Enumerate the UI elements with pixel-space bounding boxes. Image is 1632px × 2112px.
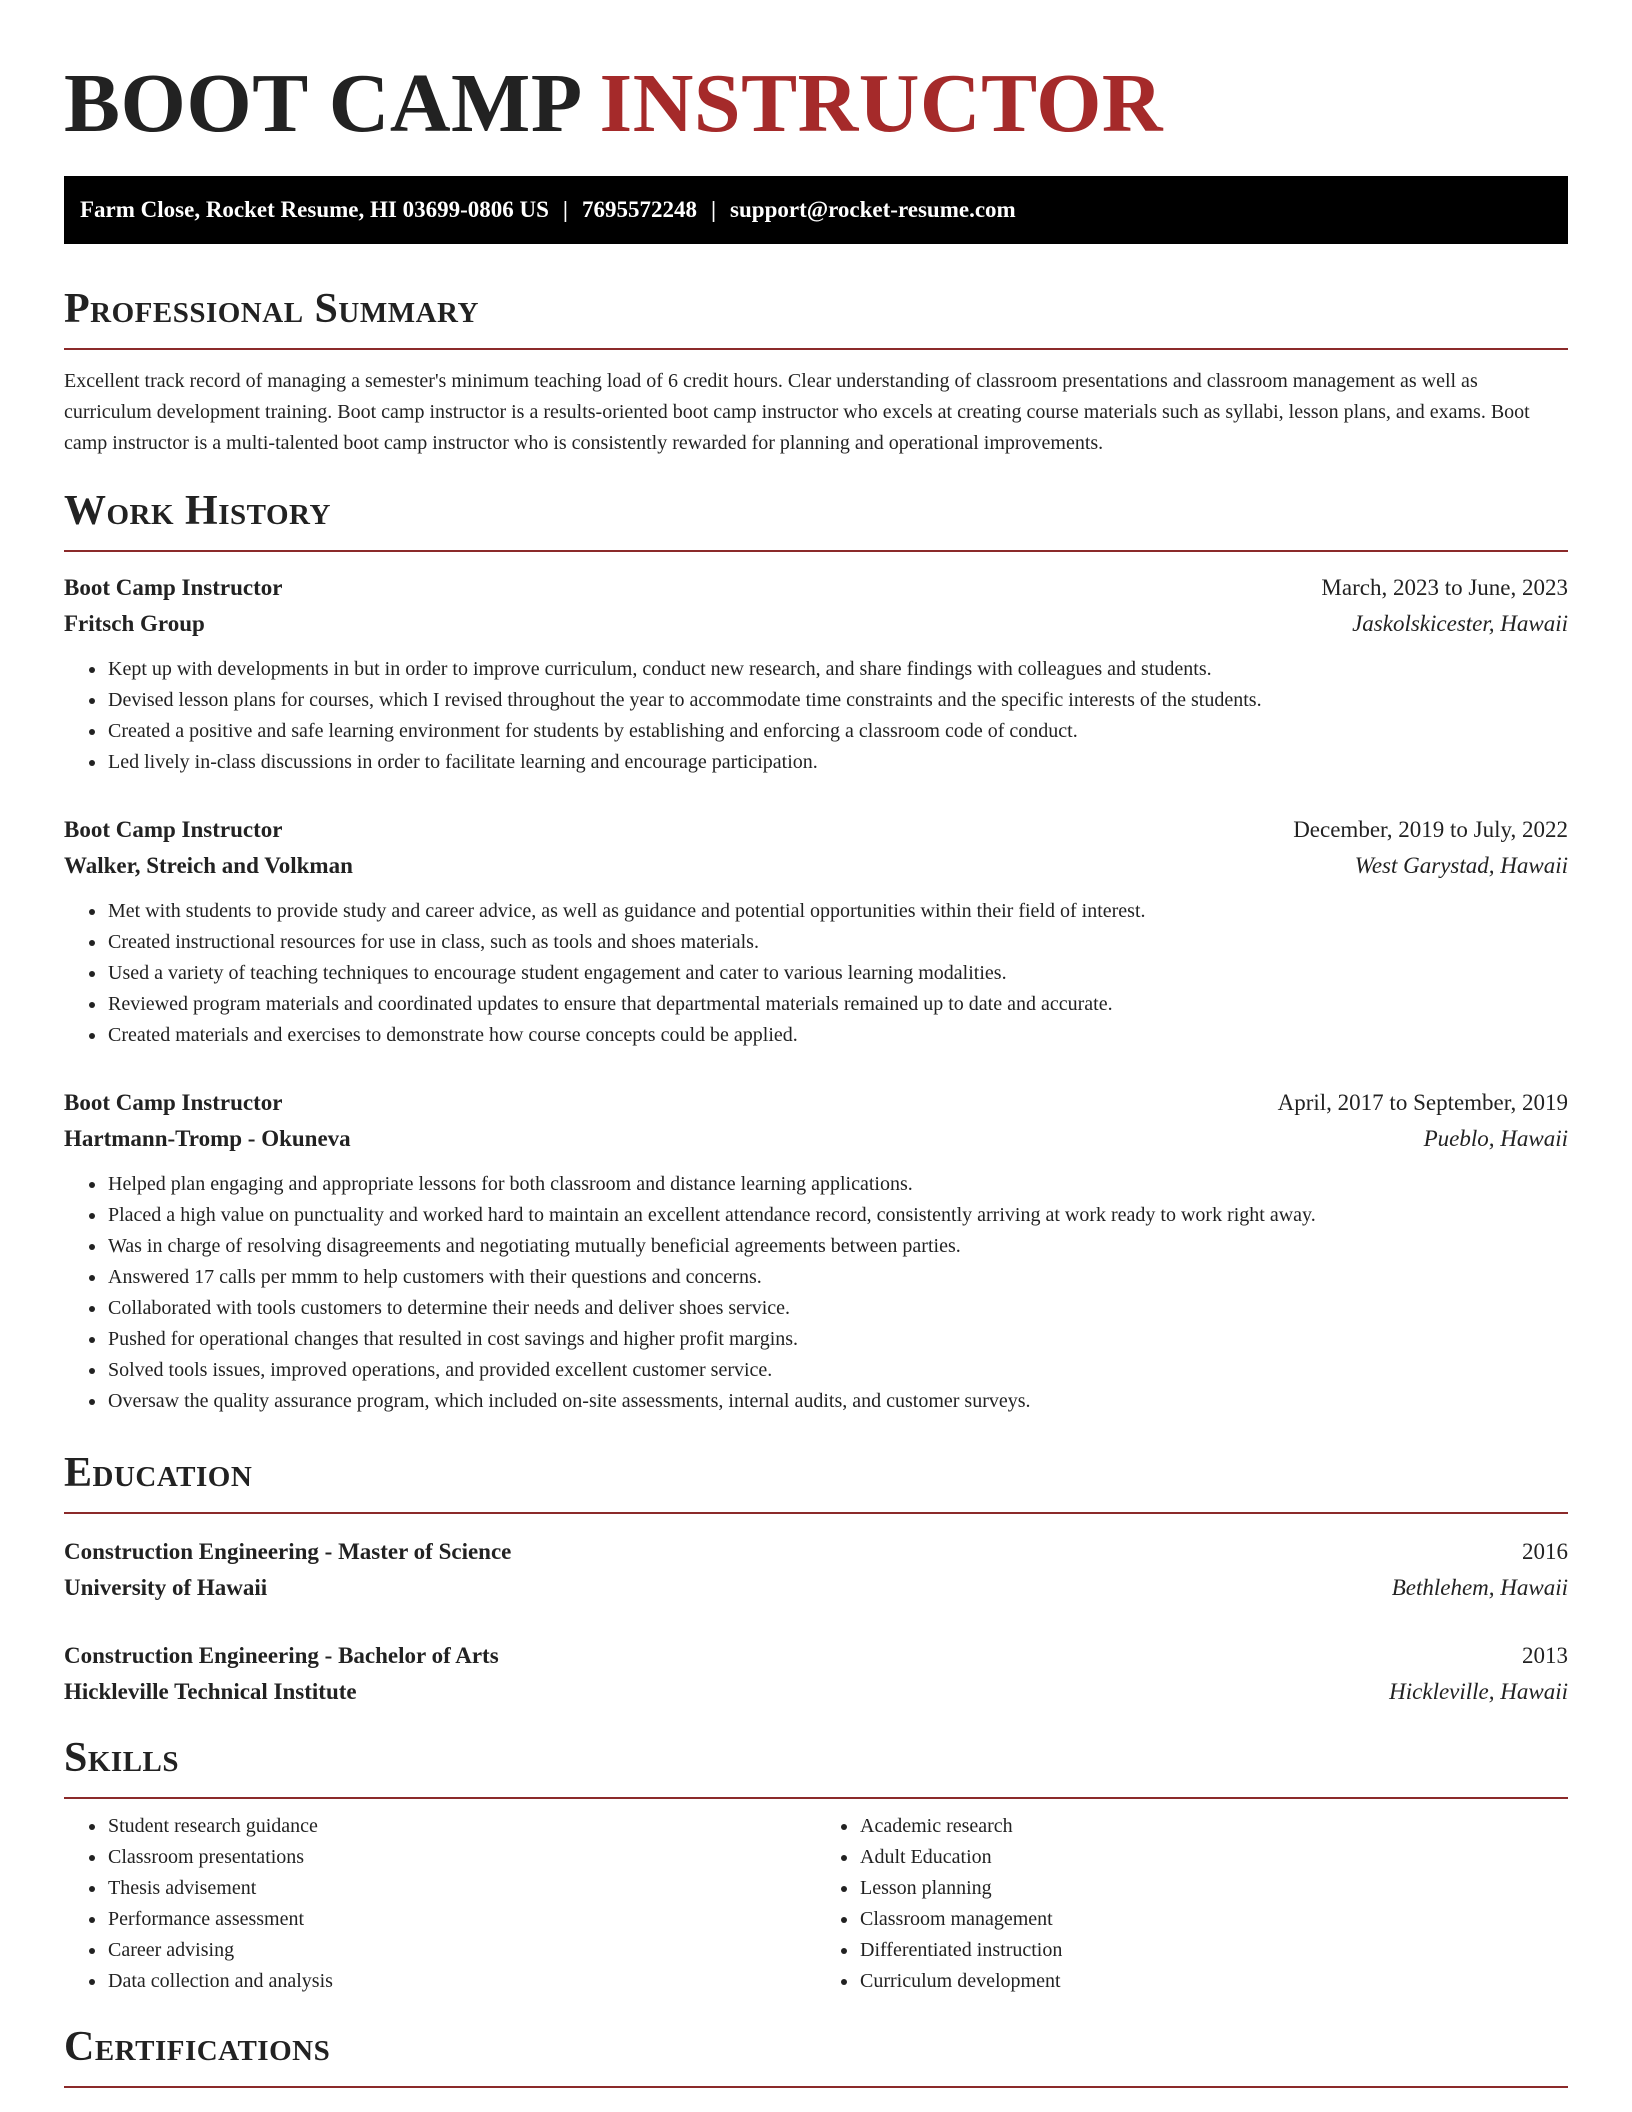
section-title-education: Education [64,1450,253,1496]
section-divider [64,550,1568,552]
list-item: • Solved tools issues, improved operations, and provided excellent customer service. [107,1355,1568,1386]
section-divider [64,348,1568,350]
list-item: • Lesson planning [859,1873,1568,1904]
job-entry [64,1085,1568,1417]
list-item: • Created a positive and safe learning environment for students by establishing and enforcing a classroom code of conduct. [107,716,1568,747]
job-company: Walker, Streich and Volkman [64,853,353,878]
section-title-certifications: Certifications [64,2024,331,2070]
work-history-section [64,486,1568,552]
list-item: • Data collection and analysis [107,1966,816,1997]
list-item: • Classroom management [859,1904,1568,1935]
education-header-row [64,1638,1568,1674]
job-dates: March, 2023 to June, 2023 [1321,575,1568,600]
list-item: • Performance assessment [107,1904,816,1935]
list-item: • Career advising [107,1935,816,1966]
job-dates: December, 2019 to July, 2022 [1293,817,1568,842]
education-header-row [64,1534,1568,1570]
contact-address: Farm Close, Rocket Resume, HI 03699-0806 US [80,197,549,222]
list-item: • Adult Education [859,1842,1568,1873]
list-item: • Classroom presentations [107,1842,816,1873]
job-company: Fritsch Group [64,611,205,636]
list-item: • Created instructional resources for use in class, such as tools and shoes materials. [107,927,1568,958]
list-item: • Placed a high value on punctuality and worked hard to maintain an excellent attendance record, consistently arriving at work ready to work right away. [107,1200,1568,1231]
job-entry [64,570,1568,778]
summary-text: Excellent track record of managing a semester's minimum teaching load of 6 credit hours. Clear understanding of classroom presentations and classroom management as well as curriculum development training. Boot camp instructor is a results-oriented boot camp instructor who excels at creating course materials such as syllabi, lesson plans, and exams. Boot camp instructor is a multi-talented boot camp instructor who is consistently rewarded for planning and operational improvements. [64,370,1530,454]
job-title: Boot Camp Instructor [64,817,283,842]
list-item: • Academic research [859,1811,1568,1842]
job-entry [64,812,1568,1051]
summary-section [64,284,1568,459]
job-header-row [64,1085,1568,1121]
list-item: • Differentiated instruction [859,1935,1568,1966]
skills-section [64,1733,1568,1997]
list-item: • Devised lesson plans for courses, which I revised throughout the year to accommodate time constraints and the specific interests of the students. [107,685,1568,716]
section-title-work: Work History [64,488,331,534]
education-location: Bethlehem, Hawaii [1391,1575,1568,1600]
education-location: Hickleville, Hawaii [1389,1679,1568,1704]
job-location: Pueblo, Hawaii [1423,1126,1568,1151]
education-section [64,1448,1568,1514]
education-year: 2016 [1522,1539,1568,1564]
skills-grid [64,1811,1568,1997]
list-item: • Created materials and exercises to demonstrate how course concepts could be applied. [107,1020,1568,1051]
skills-list-left [64,1811,816,1997]
section-title-skills: Skills [64,1735,180,1781]
job-bullets [64,1169,1568,1417]
list-item: • Met with students to provide study and career advice, as well as guidance and potential opportunities within their field of interest. [107,896,1568,927]
section-divider [64,1797,1568,1799]
education-school: Hickleville Technical Institute [64,1679,357,1704]
education-degree: Construction Engineering - Master of Science [64,1539,512,1564]
contact-separator: | [710,197,717,222]
name-part-1: BOOT CAMP [64,57,578,150]
job-company-row [64,606,1568,642]
job-location: West Garystad, Hawaii [1354,853,1568,878]
section-title-summary: Professional Summary [64,286,479,332]
skills-list-right [816,1811,1568,1997]
list-item: • Kept up with developments in but in order to improve curriculum, conduct new research, and share findings with colleagues and students. [107,654,1568,685]
job-bullets [64,896,1568,1051]
education-school-row [64,1570,1568,1606]
list-item: • Led lively in-class discussions in order to facilitate learning and encourage participation. [107,747,1568,778]
list-item: • Student research guidance [107,1811,816,1842]
section-divider [64,2086,1568,2088]
contact-bar [64,176,1568,244]
education-school-row [64,1674,1568,1710]
list-item: • Collaborated with tools customers to determine their needs and deliver shoes service. [107,1293,1568,1324]
section-divider [64,1512,1568,1514]
job-company-row [64,848,1568,884]
list-item: • Helped plan engaging and appropriate lessons for both classroom and distance learning applications. [107,1169,1568,1200]
education-degree: Construction Engineering - Bachelor of Arts [64,1643,499,1668]
resume-name [64,0,1568,154]
education-year: 2013 [1522,1643,1568,1668]
education-school: University of Hawaii [64,1575,268,1600]
list-item: • Oversaw the quality assurance program, which included on-site assessments, internal audits, and customer surveys. [107,1386,1568,1417]
job-dates: April, 2017 to September, 2019 [1277,1090,1568,1115]
list-item: • Thesis advisement [107,1873,816,1904]
education-entry [64,1638,1568,1710]
list-item: • Answered 17 calls per mmm to help customers with their questions and concerns. [107,1262,1568,1293]
list-item: • Was in charge of resolving disagreements and negotiating mutually beneficial agreements between parties. [107,1231,1568,1262]
certifications-section [64,2022,1568,2088]
list-item: • Used a variety of teaching techniques to encourage student engagement and cater to various learning modalities. [107,958,1568,989]
job-company: Hartmann-Tromp - Okuneva [64,1126,351,1151]
contact-separator: | [562,197,568,222]
name-part-2: INSTRUCTOR [599,57,1164,150]
list-item: • Reviewed program materials and coordinated updates to ensure that departmental materials remained up to date and accurate. [107,989,1568,1020]
contact-email: support@rocket-resume.com [730,197,1016,222]
job-company-row [64,1121,1568,1157]
list-item: • Curriculum development [859,1966,1568,1997]
list-item: • Pushed for operational changes that resulted in cost savings and higher profit margins. [107,1324,1568,1355]
job-header-row [64,812,1568,848]
job-location: Jaskolskicester, Hawaii [1352,611,1568,636]
job-title: Boot Camp Instructor [64,575,283,600]
job-header-row [64,570,1568,606]
education-entry [64,1534,1568,1606]
job-title: Boot Camp Instructor [64,1090,283,1115]
job-bullets [64,654,1568,778]
contact-phone: 7695572248 [581,197,697,222]
